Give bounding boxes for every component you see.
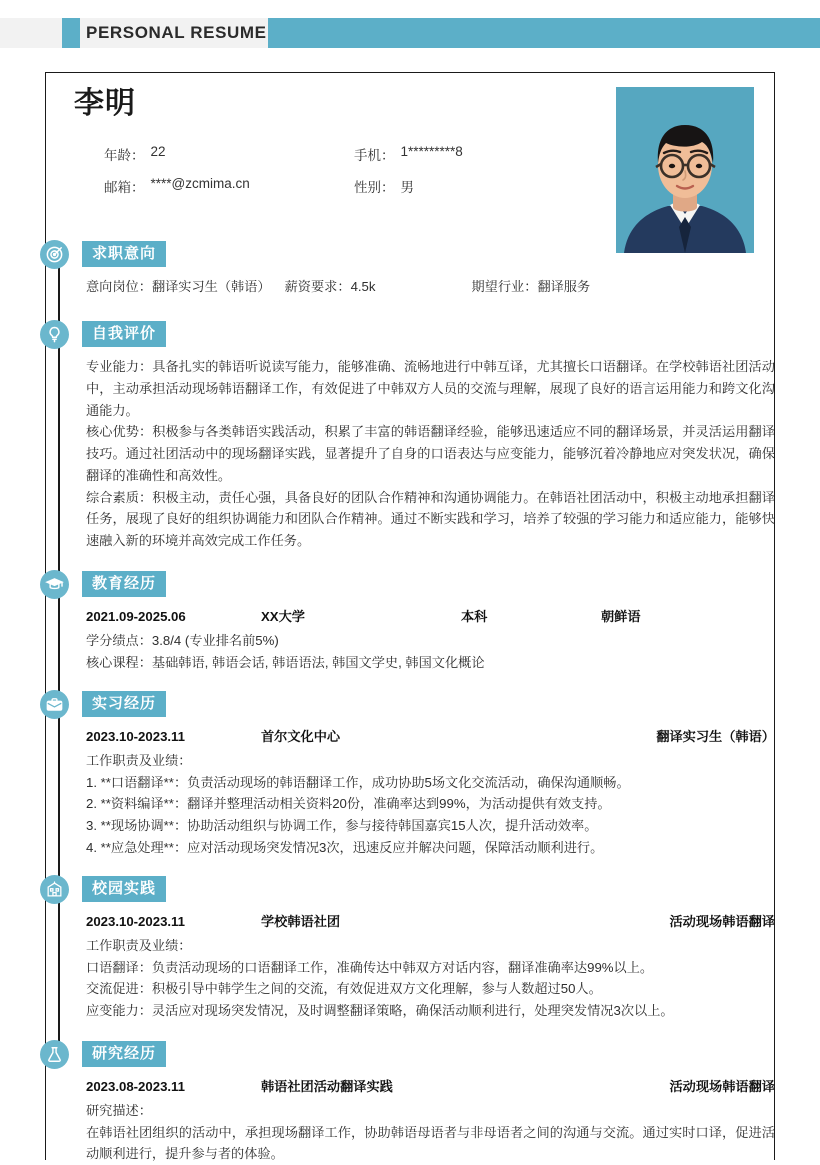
campus-bullet: 应变能力：灵活应对现场突发情况，及时调整翻译策略，确保活动顺利进行，处理突发情况3次以上。 (86, 1003, 674, 1019)
section-content (86, 276, 775, 298)
section-internship (0, 690, 820, 859)
section-content (86, 1076, 775, 1165)
research-role: 活动现场韩语翻译 (669, 1079, 775, 1094)
section-title: 求职意向 (82, 241, 166, 267)
section-header (0, 570, 820, 600)
contact-phone-value: 1*********8 (400, 144, 463, 159)
flask-icon (40, 1040, 69, 1069)
education-degree: 本科 (461, 609, 488, 624)
campus-org: 学校韩语社团 (261, 914, 341, 929)
research-project: 韩语社团活动翻译实践 (261, 1079, 393, 1094)
education-entry-header (86, 606, 775, 628)
contact-age-value: 22 (150, 144, 166, 159)
contact-email-label: 邮箱： (104, 180, 145, 195)
objective-industry (472, 276, 591, 298)
contact-row (104, 176, 594, 196)
section-campus-practice (0, 875, 820, 1022)
section-education (0, 570, 820, 673)
objective-position-value: 翻译实习生（韩语） (151, 279, 271, 294)
contact-phone (354, 144, 463, 164)
section-title: 校园实践 (82, 876, 166, 902)
campus-entry-header (86, 911, 775, 933)
section-header (0, 1040, 820, 1070)
research-description: 在韩语社团组织的活动中，承担现场翻译工作，协助韩语母语者与非母语者之间的沟通与交流。通过实时口译，促进活动顺利进行，提升参与者的体验。 (86, 1124, 775, 1162)
internship-bullet: 3. **现场协调**：协助活动组织与协调工作，参与接待韩国嘉宾15人次，提升活动效率。 (86, 818, 598, 834)
section-content (86, 911, 775, 1022)
target-icon (40, 240, 69, 269)
objective-row (86, 276, 775, 298)
objective-salary-value: 4.5k (350, 279, 376, 294)
contact-email (104, 176, 354, 196)
school-building-icon (40, 875, 69, 904)
section-content (86, 356, 775, 552)
section-header (0, 240, 820, 270)
section-content (86, 606, 775, 673)
research-date: 2023.08-2023.11 (86, 1079, 186, 1094)
objective-industry-value: 翻译服务 (537, 279, 591, 294)
contact-age-label: 年龄： (104, 148, 145, 163)
contact-row (104, 144, 594, 164)
objective-position (86, 276, 271, 298)
section-header (0, 320, 820, 350)
section-content (86, 726, 775, 859)
self-eval-paragraph: 核心优势：积极参与各类韩语实践活动，积累了丰富的韩语翻译经验，能够迅速适应不同的翻译场景，并灵活运用翻译技巧。通过社团活动中的现场翻译实践，显著提升了自身的口语表达与应变能力，能够沉着冷静地应对突发状况，确保翻译的准确性和高效性。 (86, 424, 775, 483)
campus-bullet: 口语翻译：负责活动现场的口语翻译工作，准确传达中韩双方对话内容，翻译准确率达99%以上。 (86, 959, 654, 975)
section-research (0, 1040, 820, 1165)
profile-photo (616, 87, 754, 253)
graduation-cap-icon (40, 570, 69, 599)
internship-bullet: 4. **应急处理**：应对活动现场突发情况3次，迅速反应并解决问题，保障活动顺利进行。 (86, 839, 604, 855)
internship-bullet: 2. **资料编译**：翻译并整理活动相关资料20份，准确率达到99%，为活动提供有效支持。 (86, 796, 611, 812)
section-header (0, 690, 820, 720)
objective-position-label: 意向岗位： (86, 279, 152, 294)
section-self-evaluation (0, 320, 820, 552)
internship-duty-label: 工作职责及业绩： (86, 752, 192, 768)
campus-bullet: 交流促进：积极引导中韩学生之间的交流，有效促进双方文化理解，参与人数超过50人。 (86, 981, 602, 997)
campus-date: 2023.10-2023.11 (86, 914, 186, 929)
lightbulb-icon (40, 320, 69, 349)
header-accent-bar (268, 18, 820, 48)
internship-role: 翻译实习生（韩语） (656, 729, 775, 744)
identity-block (74, 87, 594, 208)
internship-company: 首尔文化中心 (261, 729, 341, 744)
section-header (0, 875, 820, 905)
education-courses: 核心课程：基础韩语, 韩语会话, 韩语语法, 韩国文学史, 韩国文化概论 (86, 654, 485, 670)
profile-photo-image (616, 87, 754, 253)
education-gpa: 学分绩点：3.8/4 (专业排名前5%) (86, 632, 279, 648)
internship-entry-header (86, 726, 775, 748)
campus-role: 活动现场韩语翻译 (669, 914, 775, 929)
research-entry-header (86, 1076, 775, 1098)
contact-age (104, 144, 354, 164)
internship-date: 2023.10-2023.11 (86, 729, 186, 744)
education-date: 2021.09-2025.06 (86, 609, 186, 624)
contact-info-grid (104, 144, 594, 196)
page-title: PERSONAL RESUME (86, 23, 267, 42)
objective-salary-label: 薪资要求： (284, 279, 351, 294)
section-title: 研究经历 (82, 1041, 166, 1067)
briefcase-icon (40, 690, 69, 719)
contact-gender-value: 男 (400, 180, 414, 195)
objective-salary (285, 276, 376, 298)
section-title: 自我评价 (82, 321, 166, 347)
self-eval-paragraph: 综合素质：积极主动，责任心强，具备良好的团队合作精神和沟通协调能力。在韩语社团活动中，积极主动地承担翻译任务，展现了良好的组织协调能力和团队合作精神。通过不断实践和学习，培养了较强的学习能力和适应能力，能够快速融入新的环境并高效完成工作任务。 (86, 489, 775, 549)
research-desc-label: 研究描述： (86, 1102, 152, 1118)
contact-email-value: ****@zcmima.cn (150, 176, 250, 191)
timeline-rail (58, 258, 60, 1048)
section-job-objective (0, 240, 820, 298)
contact-gender (354, 176, 414, 196)
self-eval-paragraph: 专业能力：具备扎实的韩语听说读写能力，能够准确、流畅地进行中韩互译，尤其擅长口语翻译。在学校韩语社团活动中，主动承担活动现场韩语翻译工作，有效促进了中韩双方人员的交流与理解，展现了良好的语言运用能力和跨文化沟通能力。 (86, 359, 775, 418)
campus-duty-label: 工作职责及业绩： (86, 937, 192, 953)
header-accent-block (62, 18, 80, 48)
section-title: 实习经历 (82, 691, 166, 717)
internship-bullet: 1. **口语翻译**：负责活动现场的韩语翻译工作，成功协助5场文化交流活动，确保沟通顺畅。 (86, 774, 630, 790)
objective-industry-label: 期望行业： (471, 279, 538, 294)
education-school: XX大学 (261, 609, 305, 624)
education-major: 朝鲜语 (601, 609, 641, 624)
person-name: 李明 (74, 87, 136, 120)
contact-phone-label: 手机： (354, 148, 395, 163)
section-title: 教育经历 (82, 571, 166, 597)
contact-gender-label: 性别： (354, 180, 395, 195)
